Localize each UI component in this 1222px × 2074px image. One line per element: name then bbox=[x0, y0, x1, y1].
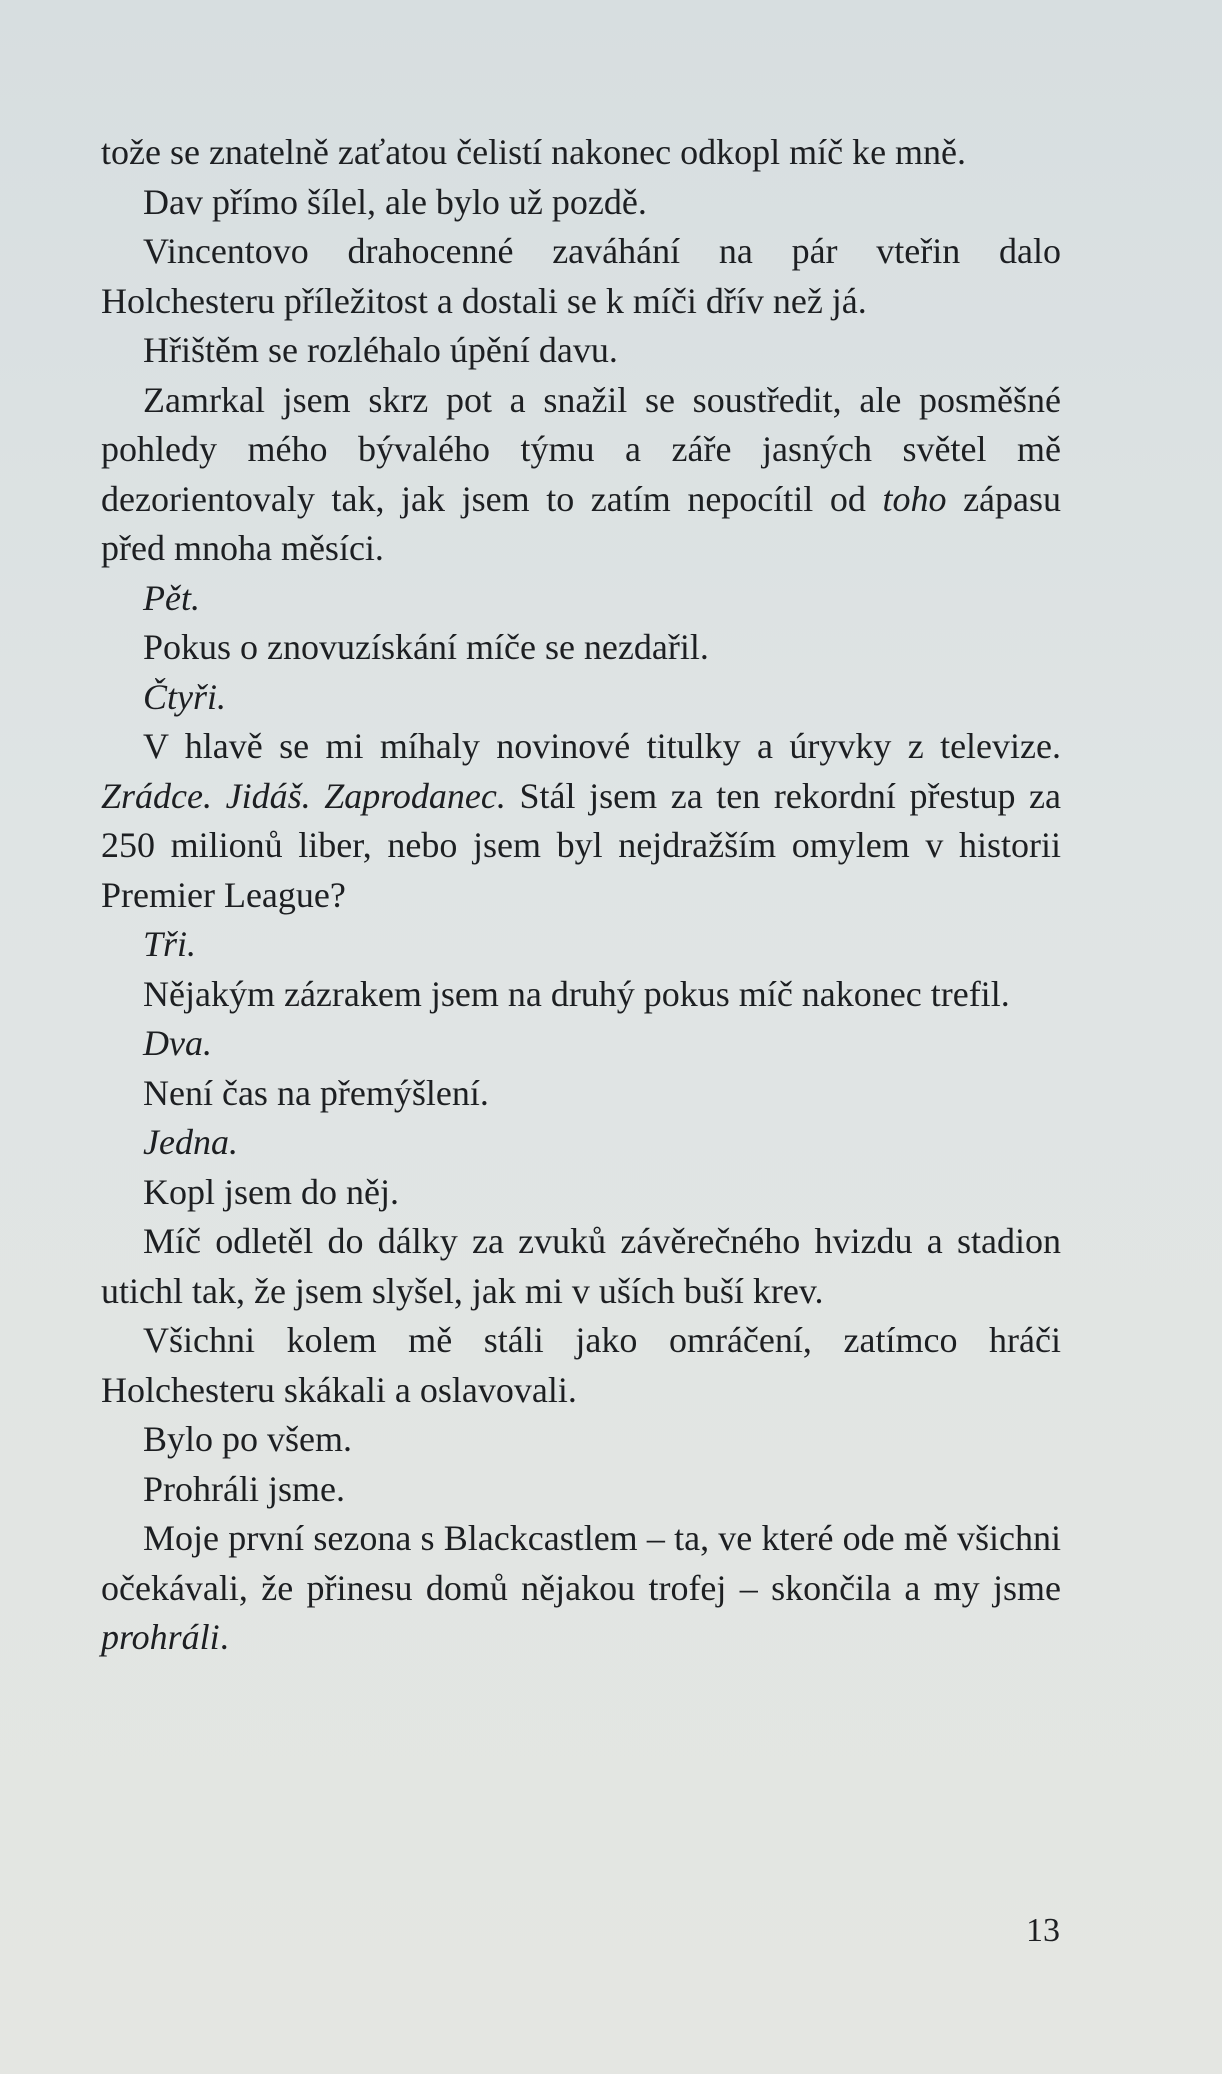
paragraph: Nějakým zázrakem jsem na druhý pokus míč nakonec trefil. bbox=[143, 973, 1010, 1014]
paragraph: Vincentovo drahocenné zaváhání na pár vteřin dalo Holchesteru příležitost a dostali se k míči dřív než já. bbox=[101, 231, 1061, 321]
page-number: 13 bbox=[1026, 1912, 1060, 1949]
emphasis-run: Pět. bbox=[143, 577, 200, 618]
paragraph bbox=[101, 722, 1061, 920]
emphasis-run: toho bbox=[882, 478, 947, 519]
paragraph: Dav přímo šílel, ale bylo už pozdě. bbox=[143, 181, 647, 222]
text-run: Stál jsem za ten rekordní přestup za 250 milionů liber, nebo jsem byl nejdražším omylem v historii Premier League? bbox=[101, 775, 1062, 915]
paragraph: Bylo po všem. bbox=[143, 1419, 353, 1459]
paragraph: Pokus o znovuzískání míče se nezdařil. bbox=[143, 627, 709, 667]
paragraph: Kopl jsem do něj. bbox=[143, 1171, 399, 1212]
text-run: zápasu před mnoha měsíci. bbox=[101, 478, 1062, 568]
paragraph-italic bbox=[101, 574, 1061, 624]
emphasis-run: Dva. bbox=[143, 1023, 212, 1063]
paragraph bbox=[101, 376, 1061, 574]
paragraph-italic bbox=[101, 920, 1061, 970]
paragraph bbox=[101, 1514, 1061, 1663]
paragraph: tože se znatelně zaťatou čelistí nakonec odkopl míč ke mně. bbox=[101, 132, 967, 172]
emphasis-run: Čtyři. bbox=[143, 676, 227, 717]
emphasis-run: Jedna. bbox=[143, 1122, 238, 1162]
emphasis-run: prohráli bbox=[101, 1617, 220, 1657]
emphasis-run: Zrádce. Jidáš. Zaprodanec. bbox=[101, 775, 506, 816]
paragraph: Hřištěm se rozléhalo úpění davu. bbox=[143, 330, 618, 370]
text-run: Zamrkal jsem skrz pot a snažil se soustředit, ale posměšné pohledy mého bývalého týmu a záře jasných světel mě dezorientovaly tak, jak jsem to zatím nepocítil od bbox=[101, 379, 1061, 519]
paragraph: Míč odletěl do dálky za zvuků závěrečného hvizdu a stadion utichl tak, že jsem slyšel, jak mi v uších buší krev. bbox=[101, 1221, 1061, 1311]
paragraph: Všichni kolem mě stáli jako omráčení, zatímco hráči Holchesteru skákali a oslavovali. bbox=[101, 1320, 1061, 1410]
paragraph-italic bbox=[101, 1118, 1061, 1168]
text-run: . bbox=[219, 1617, 229, 1657]
text-run: Moje první sezona s Blackcastlem – ta, ve které ode mě všichni očekávali, že přinesu domů nějakou trofej – skončila a my jsme bbox=[101, 1518, 1061, 1608]
paragraph-italic bbox=[101, 673, 1061, 723]
paragraph: Prohráli jsme. bbox=[143, 1468, 345, 1509]
paragraph-italic bbox=[101, 1019, 1061, 1069]
emphasis-run: Tři. bbox=[143, 924, 197, 964]
text-run: V hlavě se mi míhaly novinové titulky a úryvky z televize. bbox=[143, 726, 1061, 766]
paragraph: Není čas na přemýšlení. bbox=[143, 1072, 489, 1113]
body-text bbox=[101, 128, 1061, 1663]
